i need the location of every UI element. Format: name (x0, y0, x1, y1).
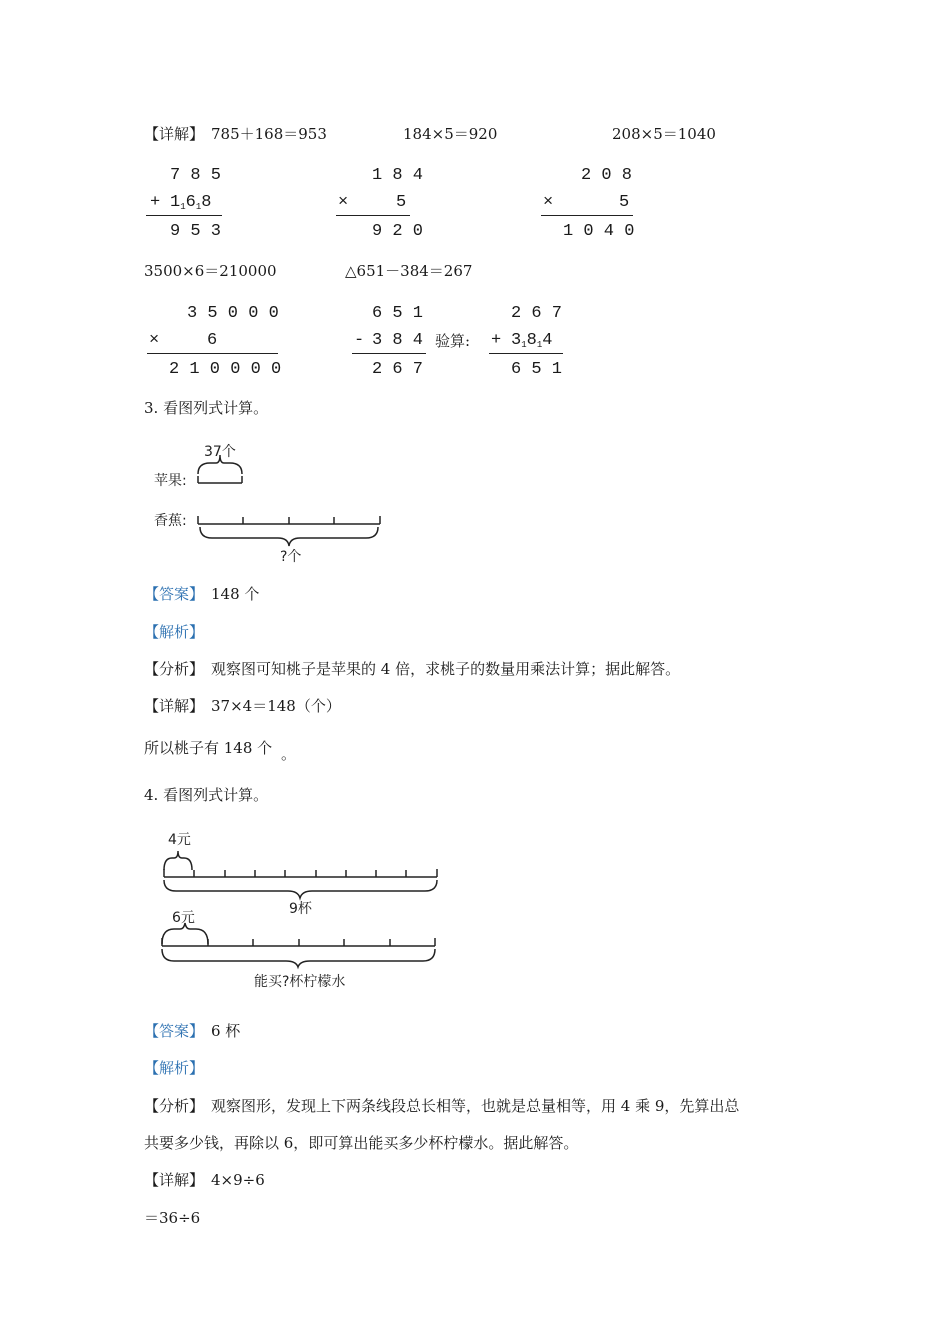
q4-fenxi-text-line1: 观察图形，发现上下两条线段总长相等，也就是总量相等，用 4 乘 9，先算出总 (211, 1097, 740, 1115)
bottom-unit-price-label: 6元 (172, 910, 195, 926)
check-label: 验算: (435, 332, 471, 350)
top-unit-brace (164, 851, 192, 870)
q3-answer-label: 【答案】 (144, 585, 205, 603)
calc-operator: - (354, 331, 365, 350)
calc-top-number: 6 5 1 (372, 304, 424, 323)
question-3-title: 3. 看图列式计算。 (144, 399, 269, 417)
equation-785-plus-168: 785＋168＝953 (211, 125, 327, 143)
q4-fenxi-text-line2: 共要多少钱，再除以 6，即可算出能买多少杯柠檬水。据此解答。 (144, 1134, 579, 1152)
calc-operator: × (338, 193, 349, 212)
q3-fenxi-text: 观察图可知桃子是苹果的 4 倍，求桃子的数量用乘法计算；据此解答。 (211, 660, 681, 678)
calc-top-number: 3 5 0 0 0 (187, 304, 279, 323)
equation-208-times-5: 208×5＝1040 (612, 125, 716, 143)
q4-answer-label: 【答案】 (144, 1022, 205, 1040)
calc-second-number: 3 8 4 (372, 331, 424, 350)
calc-rule (352, 353, 426, 354)
calc-second-number: $3_18_14$ (511, 331, 553, 350)
top-total-label: 9杯 (289, 901, 312, 917)
banana-count-label: ?个 (280, 549, 302, 565)
q4-analysis-label: 【解析】 (144, 1059, 205, 1077)
calc-rule (147, 353, 278, 354)
apple-row-label: 苹果: (154, 473, 187, 489)
lemonade-diagram (158, 826, 448, 996)
top-segment-ticks (164, 869, 437, 877)
apple-count-label: 37个 (204, 444, 236, 460)
q3-answer: 148 个 (211, 585, 260, 603)
bottom-segment-ticks (162, 938, 435, 946)
calc-result: 6 5 1 (511, 360, 563, 379)
calc-result: 2 6 7 (372, 360, 424, 379)
calc-result: 1 0 4 0 (563, 222, 635, 241)
calc-result: 9 5 3 (170, 222, 222, 241)
calc-second-number: 6 (207, 331, 218, 350)
q4-xiangjie-label: 【详解】 (144, 1171, 205, 1189)
calc-result: 9 2 0 (372, 222, 424, 241)
calc-top-number: 1 8 4 (372, 166, 424, 185)
q3-conclusion: 所以桃子有 148 个 (144, 739, 273, 757)
banana-row-label: 香蕉: (154, 513, 187, 529)
q3-xiangjie-label: 【详解】 (144, 697, 205, 715)
calc-rule (541, 215, 633, 216)
q3-conclusion-period: 。 (281, 745, 297, 763)
apple-banana-diagram (140, 436, 400, 570)
banana-brace (200, 527, 378, 546)
q3-analysis-label: 【解析】 (144, 623, 205, 641)
question-4-title: 4. 看图列式计算。 (144, 786, 269, 804)
q4-fenxi-label: 【分析】 (144, 1097, 205, 1115)
equation-3500-times-6: 3500×6＝210000 (144, 262, 277, 280)
equation-651-minus-384: △651－384＝267 (345, 262, 473, 280)
detail-label-1: 【详解】 (144, 125, 205, 143)
q3-fenxi-label: 【分析】 (144, 660, 205, 678)
calc-operator: + (150, 193, 161, 212)
calc-top-number: 7 8 5 (170, 166, 222, 185)
calc-top-number: 2 6 7 (511, 304, 563, 323)
calc-rule (336, 215, 410, 216)
bottom-total-label: 能买?杯柠檬水 (254, 974, 346, 990)
top-unit-price-label: 4元 (168, 832, 191, 848)
bottom-total-brace (162, 949, 435, 967)
top-total-brace (164, 880, 437, 898)
q4-step: ＝36÷6 (144, 1209, 201, 1227)
calc-second-number: 5 (396, 193, 407, 212)
calc-operator: × (543, 193, 554, 212)
q3-xiangjie-text: 37×4＝148（个） (211, 697, 341, 715)
q4-xiangjie-text: 4×9÷6 (211, 1171, 265, 1189)
calc-rule (146, 215, 222, 216)
calc-top-number: 2 0 8 (581, 166, 633, 185)
calc-operator: + (491, 331, 502, 350)
calc-second-number: $1_16_18$ (170, 193, 212, 212)
calc-second-number: 5 (619, 193, 630, 212)
equation-184-times-5: 184×5＝920 (403, 125, 498, 143)
calc-operator: × (149, 331, 160, 350)
calc-result: 2 1 0 0 0 0 (169, 360, 282, 379)
calc-rule (489, 353, 563, 354)
q4-answer: 6 杯 (211, 1022, 241, 1040)
bottom-unit-brace (162, 923, 208, 944)
